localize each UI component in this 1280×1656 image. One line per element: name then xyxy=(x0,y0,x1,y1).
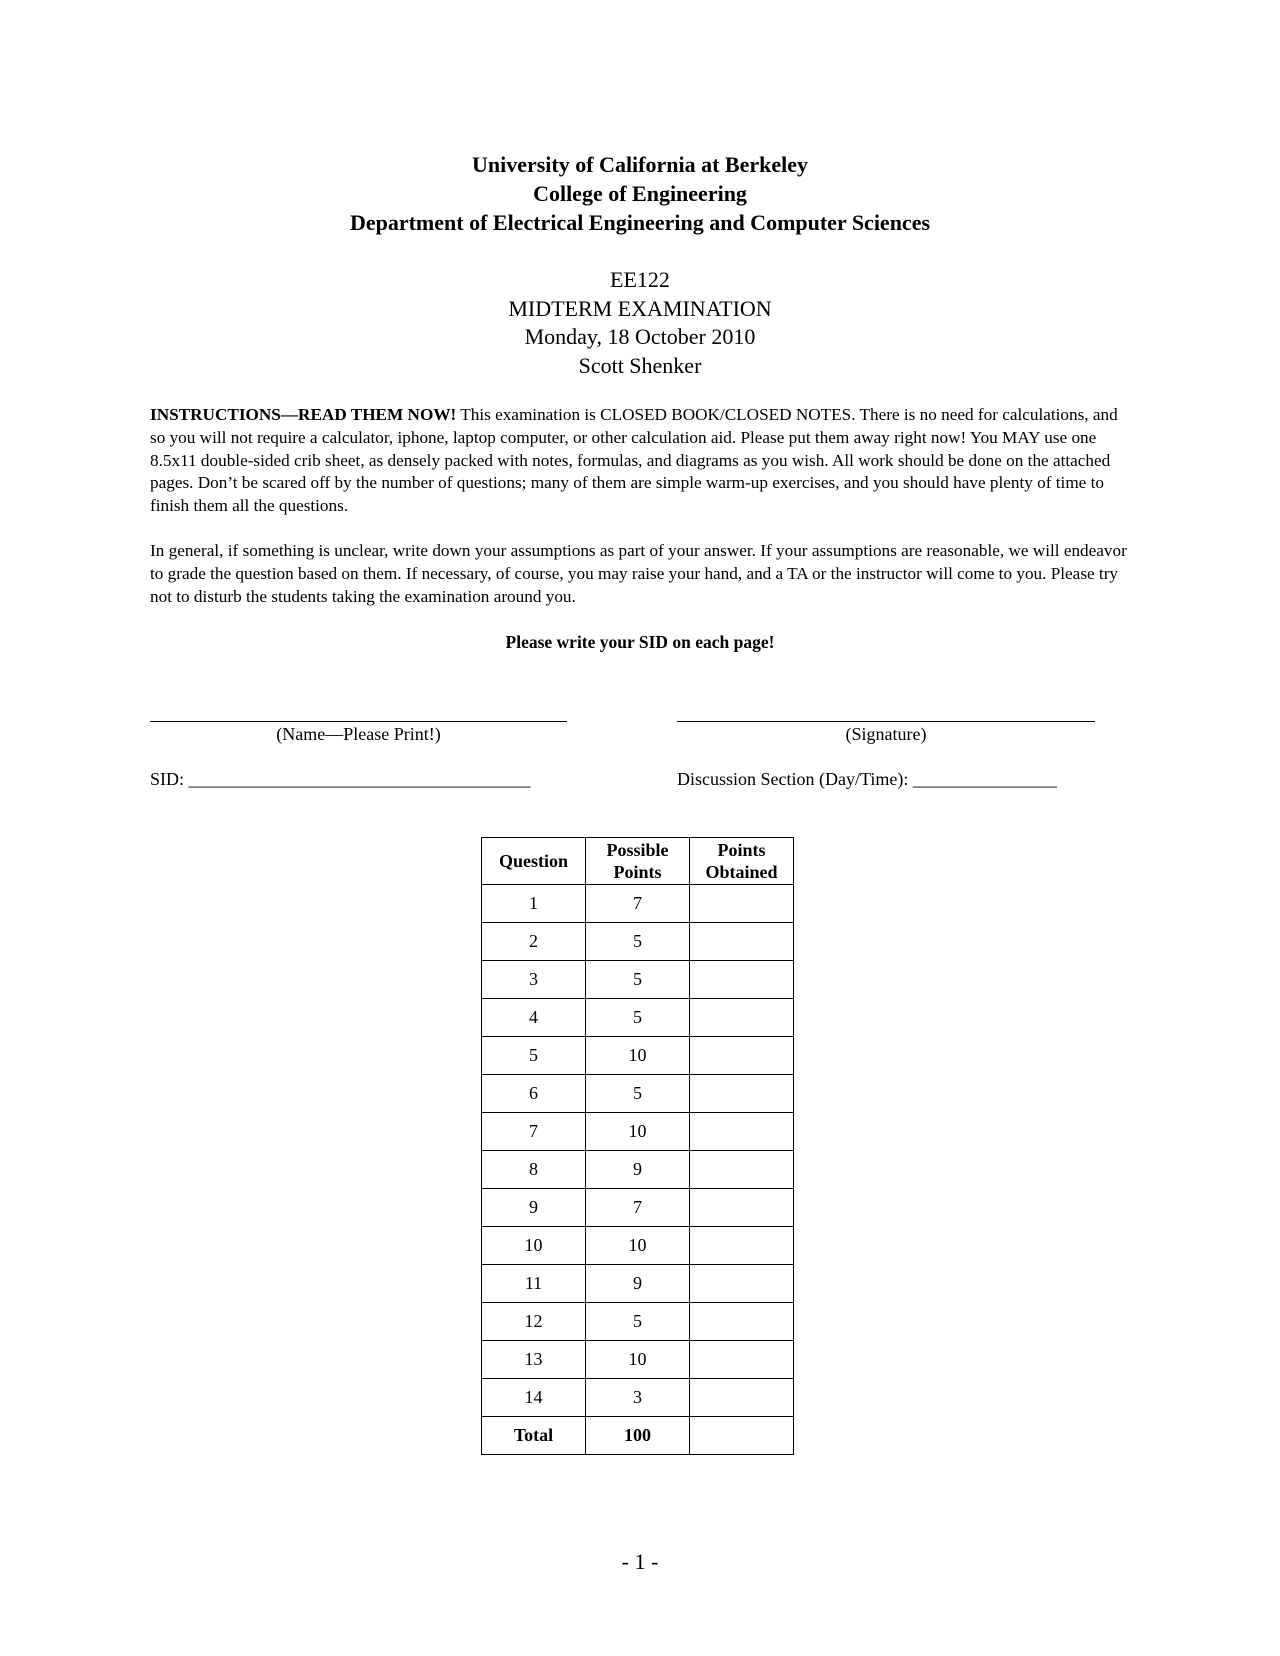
total-label: Total xyxy=(482,1417,586,1455)
total-possible-points: 100 xyxy=(586,1417,690,1455)
page-number: - 1 - xyxy=(621,1549,659,1574)
university-title: University of California at Berkeley xyxy=(471,152,809,177)
table-row xyxy=(482,999,794,1037)
instructor-name: Scott Shenker xyxy=(578,353,702,378)
possible-points: 10 xyxy=(586,1113,690,1151)
possible-points: 5 xyxy=(586,1075,690,1113)
name-line[interactable] xyxy=(150,721,567,722)
instructions-body: This examination is CLOSED BOOK/CLOSED NOTES. There is no need for calculations, and so you will not require a calculator, iphone, laptop computer, or other calculation aid. Please put them away right now! You MAY use one 8.5x11 double-sided crib sheet, as densely packed with notes, formulas, and diagrams as you wish. All work should be done on the attached pages. Don’t be scared off by the number of questions; many of them are simple warm-up exercises, and you should have plenty of time to finish them all the questions. xyxy=(150,405,1118,516)
table-row xyxy=(482,1341,794,1379)
header-possible-points: Possible Points xyxy=(586,838,690,885)
possible-points: 5 xyxy=(586,999,690,1037)
college-title: College of Engineering xyxy=(533,181,747,206)
question-number: 9 xyxy=(482,1189,586,1227)
points-obtained-cell[interactable] xyxy=(690,1341,794,1379)
table-row xyxy=(482,1189,794,1227)
question-number: 7 xyxy=(482,1113,586,1151)
course-code: EE122 xyxy=(610,267,670,292)
table-row xyxy=(482,1265,794,1303)
instructions-paragraph xyxy=(150,404,1134,518)
question-number: 4 xyxy=(482,999,586,1037)
question-number: 5 xyxy=(482,1037,586,1075)
points-obtained-cell[interactable] xyxy=(690,1265,794,1303)
table-row xyxy=(482,1037,794,1075)
total-points-obtained-cell[interactable] xyxy=(690,1417,794,1455)
points-obtained-cell[interactable] xyxy=(690,999,794,1037)
discussion-section-field[interactable]: Discussion Section (Day/Time): ________________ xyxy=(677,769,1057,789)
score-table xyxy=(481,837,794,1455)
possible-points: 10 xyxy=(586,1341,690,1379)
question-number: 2 xyxy=(482,923,586,961)
table-row xyxy=(482,1379,794,1417)
possible-points: 5 xyxy=(586,961,690,999)
table-row xyxy=(482,1303,794,1341)
possible-points: 3 xyxy=(586,1379,690,1417)
question-number: 14 xyxy=(482,1379,586,1417)
department-title: Department of Electrical Engineering and Computer Sciences xyxy=(349,210,931,235)
table-row xyxy=(482,1227,794,1265)
name-caption: (Name—Please Print!) xyxy=(276,724,441,744)
sid-reminder: Please write your SID on each page! xyxy=(505,632,775,652)
points-obtained-cell[interactable] xyxy=(690,1151,794,1189)
points-obtained-cell[interactable] xyxy=(690,1189,794,1227)
signature-caption: (Signature) xyxy=(845,724,927,744)
table-row xyxy=(482,1151,794,1189)
question-number: 1 xyxy=(482,885,586,923)
points-obtained-cell[interactable] xyxy=(690,1227,794,1265)
points-obtained-cell[interactable] xyxy=(690,885,794,923)
possible-points: 9 xyxy=(586,1265,690,1303)
possible-points: 10 xyxy=(586,1037,690,1075)
question-number: 10 xyxy=(482,1227,586,1265)
question-number: 11 xyxy=(482,1265,586,1303)
score-table-header xyxy=(482,838,794,885)
question-number: 3 xyxy=(482,961,586,999)
possible-points: 7 xyxy=(586,885,690,923)
possible-points: 9 xyxy=(586,1151,690,1189)
exam-title: MIDTERM EXAMINATION xyxy=(508,296,772,321)
total-row xyxy=(482,1417,794,1455)
general-paragraph: In general, if something is unclear, write down your assumptions as part of your answer. If your assumptions are reasonable, we will endeavor to grade the question based on them. If necessary, of course, you may raise your hand, and a TA or the instructor will come to you. Please try not to disturb the students taking the examination around you. xyxy=(150,541,1127,606)
points-obtained-cell[interactable] xyxy=(690,1113,794,1151)
header-points-obtained: Points Obtained xyxy=(690,838,794,885)
question-number: 8 xyxy=(482,1151,586,1189)
possible-points: 5 xyxy=(586,923,690,961)
question-number: 12 xyxy=(482,1303,586,1341)
instructions-lead: INSTRUCTIONS—READ THEM NOW! xyxy=(150,405,457,424)
signature-line[interactable] xyxy=(677,721,1095,722)
exam-date: Monday, 18 October 2010 xyxy=(524,324,756,349)
points-obtained-cell[interactable] xyxy=(690,1037,794,1075)
points-obtained-cell[interactable] xyxy=(690,923,794,961)
question-number: 6 xyxy=(482,1075,586,1113)
sid-field[interactable]: SID: ______________________________________ xyxy=(150,769,531,789)
table-row xyxy=(482,1113,794,1151)
question-number: 13 xyxy=(482,1341,586,1379)
points-obtained-cell[interactable] xyxy=(690,1303,794,1341)
header-question: Question xyxy=(482,838,586,885)
table-row xyxy=(482,1075,794,1113)
points-obtained-cell[interactable] xyxy=(690,1379,794,1417)
possible-points: 10 xyxy=(586,1227,690,1265)
possible-points: 7 xyxy=(586,1189,690,1227)
table-row xyxy=(482,961,794,999)
possible-points: 5 xyxy=(586,1303,690,1341)
points-obtained-cell[interactable] xyxy=(690,961,794,999)
points-obtained-cell[interactable] xyxy=(690,1075,794,1113)
table-row xyxy=(482,885,794,923)
table-row xyxy=(482,923,794,961)
